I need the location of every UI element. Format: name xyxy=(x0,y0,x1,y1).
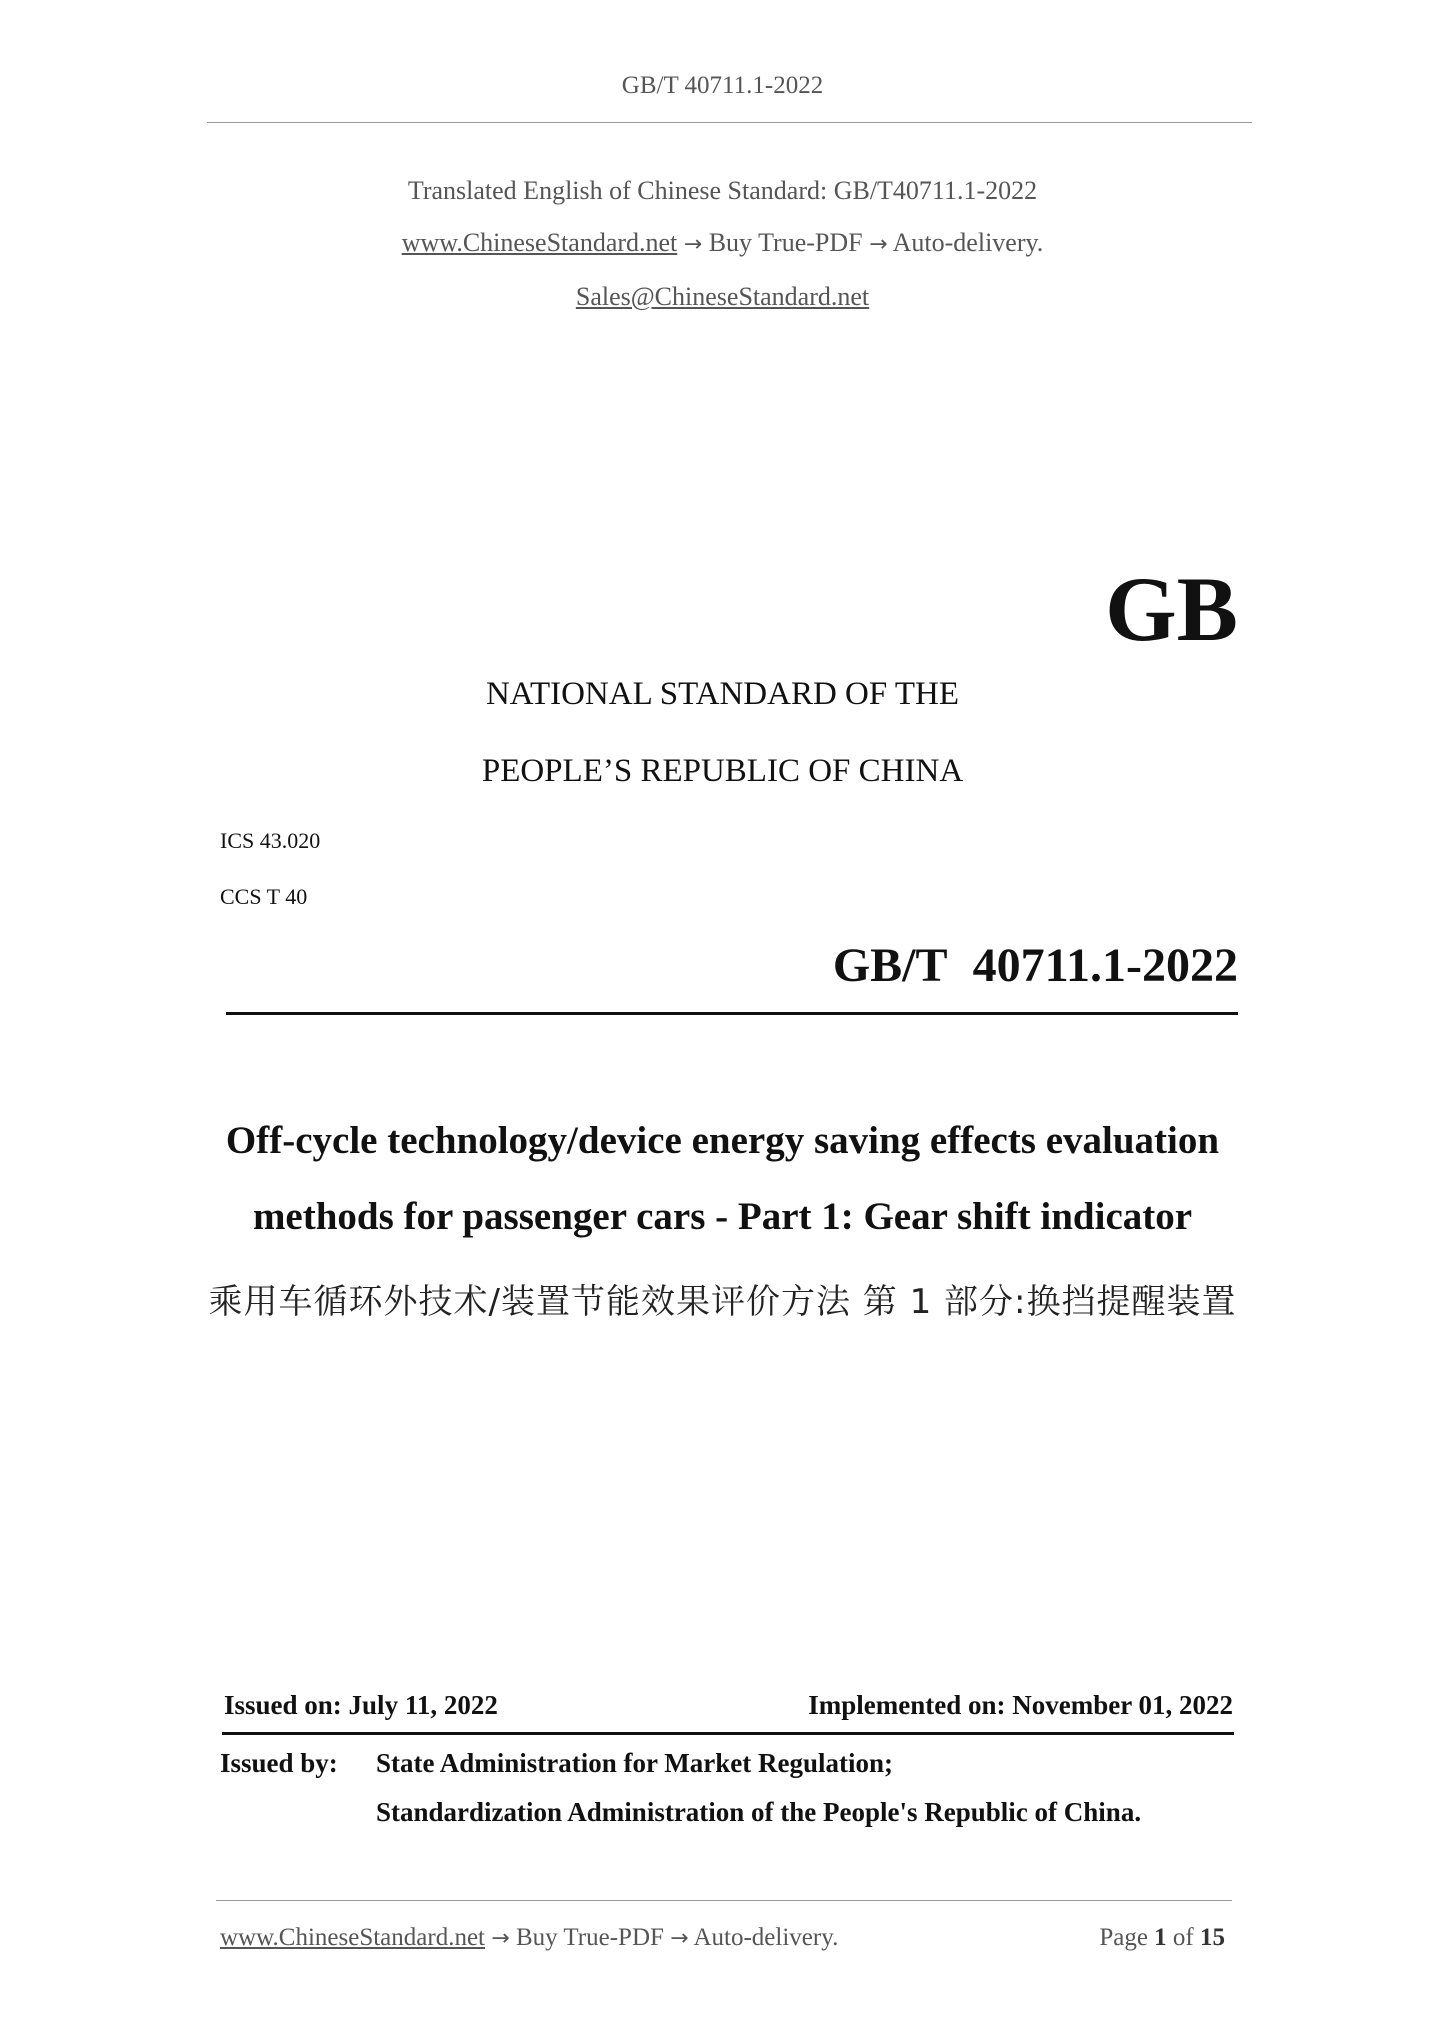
running-header: GB/T 40711.1-2022 xyxy=(621,72,824,99)
english-title-line-1: Off-cycle technology/device energy saving effects evaluation xyxy=(225,1119,1220,1162)
chinese-title: 乘用车循环外技术/装置节能效果评价方法 第 1 部分:换挡提醒装置 xyxy=(208,1282,1237,1322)
page-current: 1 xyxy=(1154,1924,1167,1951)
header-divider xyxy=(207,122,1252,123)
gb-mark: GB xyxy=(1105,558,1238,660)
auto-delivery-text: Auto-delivery. xyxy=(892,228,1044,257)
ics-code: ICS 43.020 xyxy=(220,828,321,853)
page-indicator xyxy=(1099,1924,1225,1952)
national-standard-line-2: PEOPLE’S REPUBLIC OF CHINA xyxy=(481,753,964,789)
arrow-right-icon: → xyxy=(491,1926,510,1951)
footer-buy-text: Buy True-PDF xyxy=(515,1924,664,1951)
english-title-line-2: methods for passenger cars - Part 1: Gear shift indicator xyxy=(252,1195,1193,1238)
issue-date-rule xyxy=(222,1732,1234,1735)
sales-line xyxy=(0,282,1445,312)
national-standard-line-1: NATIONAL STANDARD OF THE xyxy=(485,676,960,712)
standard-number: GB/T 40711.1-2022 xyxy=(832,939,1238,992)
arrow-right-icon: → xyxy=(869,232,888,257)
arrow-right-icon: → xyxy=(670,1926,689,1951)
page-of: of xyxy=(1172,1924,1194,1951)
issued-on-date: Issued on: July 11, 2022 xyxy=(224,1690,498,1720)
arrow-right-icon: → xyxy=(683,232,703,257)
translation-note: Translated English of Chinese Standard: GB/T40711.1-2022 xyxy=(407,176,1038,205)
issuer-2: Standardization Administration of the People's Republic of China. xyxy=(376,1797,1142,1827)
page-label: Page xyxy=(1099,1924,1148,1951)
sales-email-link[interactable]: Sales@ChineseStandard.net xyxy=(575,282,870,311)
promo-links xyxy=(0,228,1445,258)
footer-links xyxy=(220,1924,838,1952)
ccs-code: CCS T 40 xyxy=(220,884,308,909)
standard-number-rule xyxy=(226,1012,1238,1015)
footer-delivery-text: Auto-delivery. xyxy=(693,1924,839,1951)
issued-by-label: Issued by: xyxy=(220,1748,338,1778)
implemented-on-date: Implemented on: November 01, 2022 xyxy=(808,1690,1233,1720)
issuer-1: State Administration for Market Regulation; xyxy=(376,1748,893,1778)
buy-true-pdf-text: Buy True-PDF xyxy=(708,228,863,257)
site-link[interactable]: www.ChineseStandard.net xyxy=(401,228,678,257)
footer-divider xyxy=(216,1900,1232,1901)
footer-site-link[interactable]: www.ChineseStandard.net xyxy=(220,1924,485,1951)
page-total: 15 xyxy=(1200,1924,1225,1951)
